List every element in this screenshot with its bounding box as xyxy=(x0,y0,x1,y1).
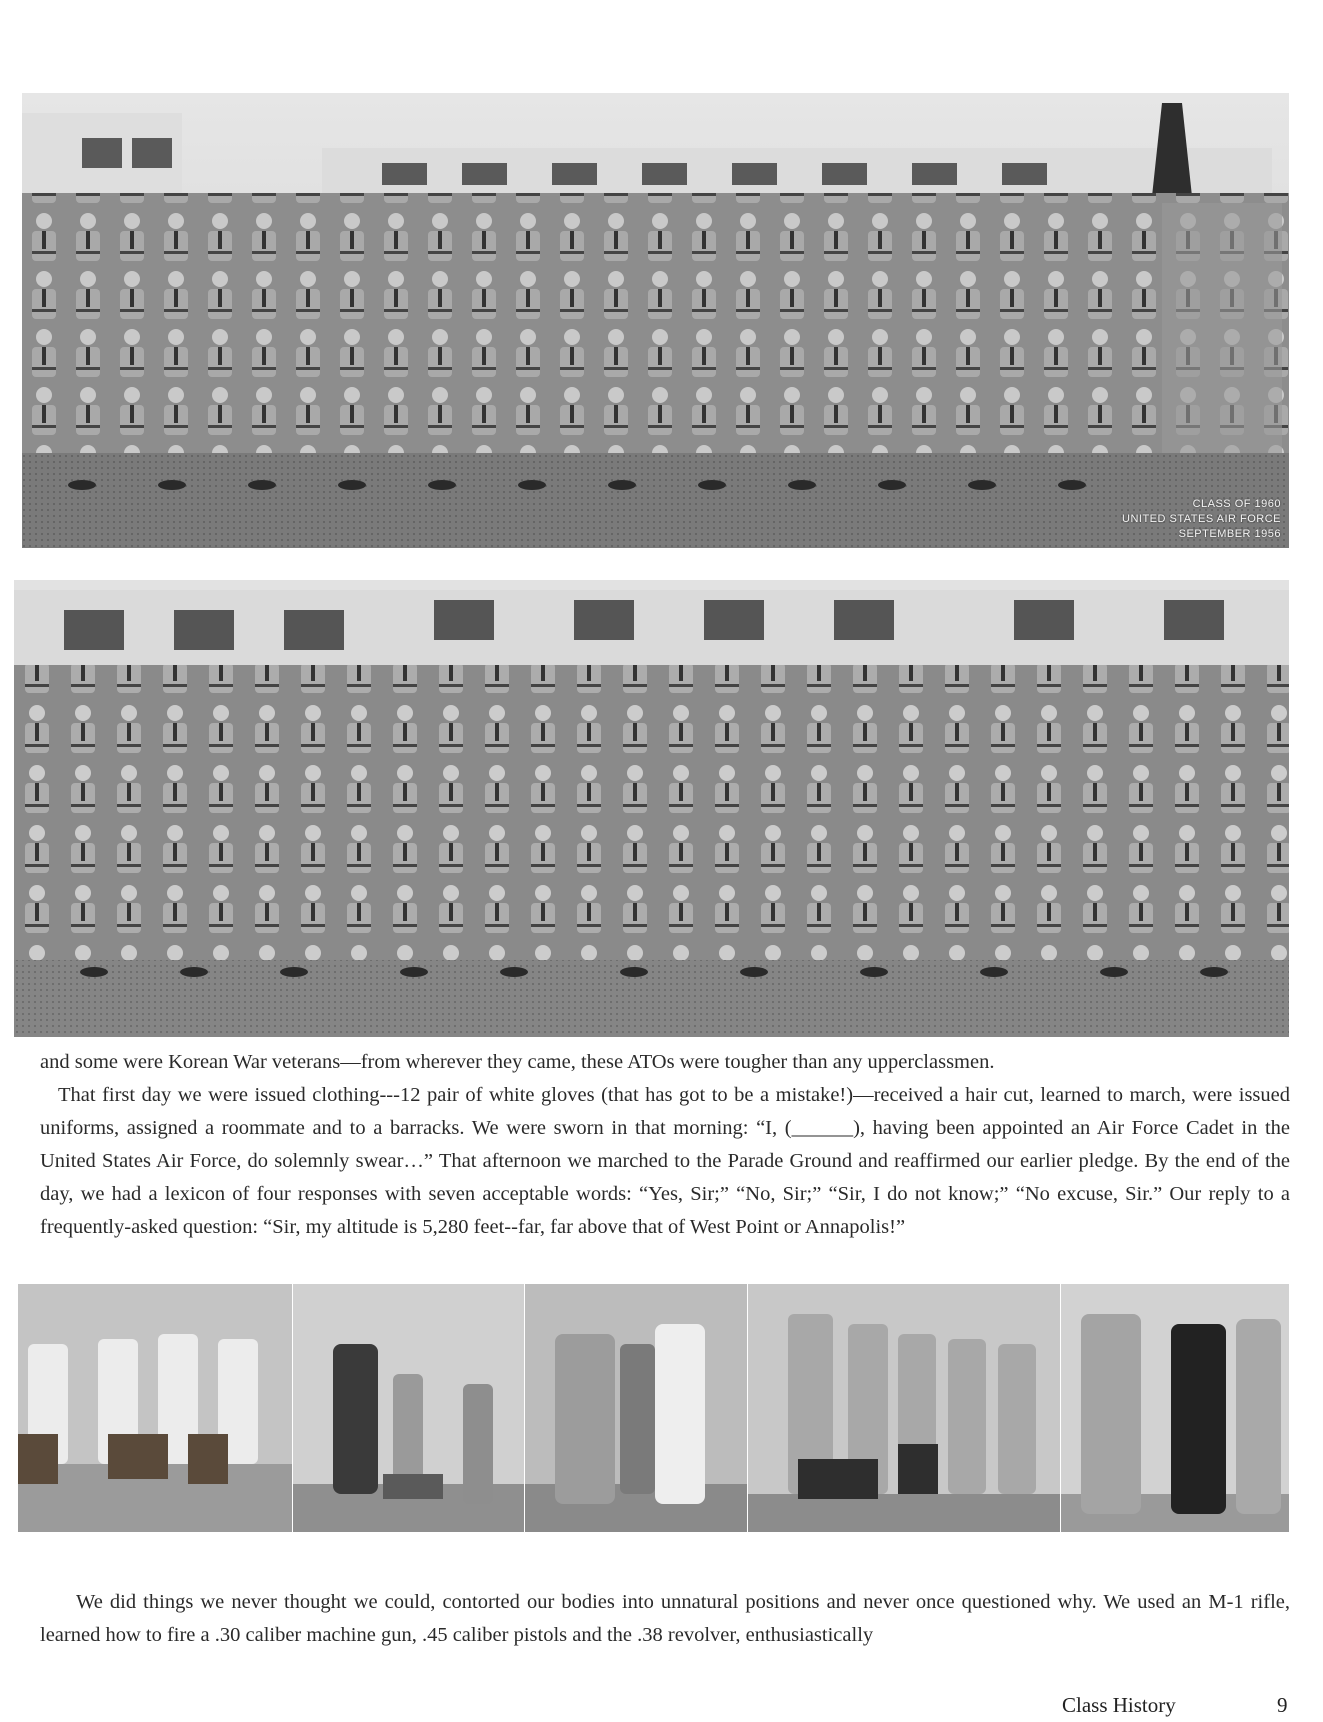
strip-photo-arrivals-suitcases xyxy=(18,1284,292,1532)
strip-photo-sailors xyxy=(525,1284,747,1532)
top-group-photo xyxy=(22,93,1289,548)
middle-group-photo-art xyxy=(14,580,1289,1037)
paragraph-weapons: We did things we never thought we could, contorted our bodies into unnatural positions and never once questioned why. We used an M-1 rifle, learned how to fire a .30 caliber machine gun, .45 caliber pistols and the .38 revolver, enthusiastically xyxy=(40,1591,1290,1646)
stamp-line-date: SEPTEMBER 1956 xyxy=(1178,528,1281,540)
stamp-line-service: UNITED STATES AIR FORCE xyxy=(1122,513,1281,525)
intro-text-block xyxy=(40,1046,1290,1244)
paragraph-weapons-block xyxy=(40,1586,1290,1652)
intro-line: and some were Korean War veterans—from wherever they came, these ATOs were tougher than any upperclassmen. xyxy=(40,1051,995,1073)
top-group-photo-art xyxy=(22,93,1289,548)
photo-strip xyxy=(18,1284,1289,1532)
middle-group-photo xyxy=(14,580,1289,1037)
paragraph-first-day: That first day we were issued clothing---12 pair of white gloves (that has got to be a mistake!)—received a hair cut, learned to march, were issued uniforms, assigned a roommate and to a barracks. We were sworn in that morning: “I, (______), having been appointed an Air Force Cadet in the United States Air Force, do solemnly swear…” That afternoon we marched to the Parade Ground and reaffirmed our earlier pledge. By the end of the day, we had a lexicon of four responses with seven acceptable words: “Yes, Sir;” “No, Sir;” “Sir, I do not know;” “No excuse, Sir.” Our reply to a frequently-asked question: “Sir, my altitude is 5,280 feet--far, far above that of West Point or Annapolis!” xyxy=(40,1084,1290,1238)
strip-photo-officer-jacket xyxy=(293,1284,524,1532)
footer-section-title: Class History xyxy=(1062,1693,1176,1717)
stamp-line-class: CLASS OF 1960 xyxy=(1192,498,1281,510)
strip-photo-line-with-bags xyxy=(748,1284,1060,1532)
strip-photo-sergeant xyxy=(1061,1284,1289,1532)
photo-stamp xyxy=(1122,497,1281,542)
footer-page-number: 9 xyxy=(1277,1693,1288,1717)
